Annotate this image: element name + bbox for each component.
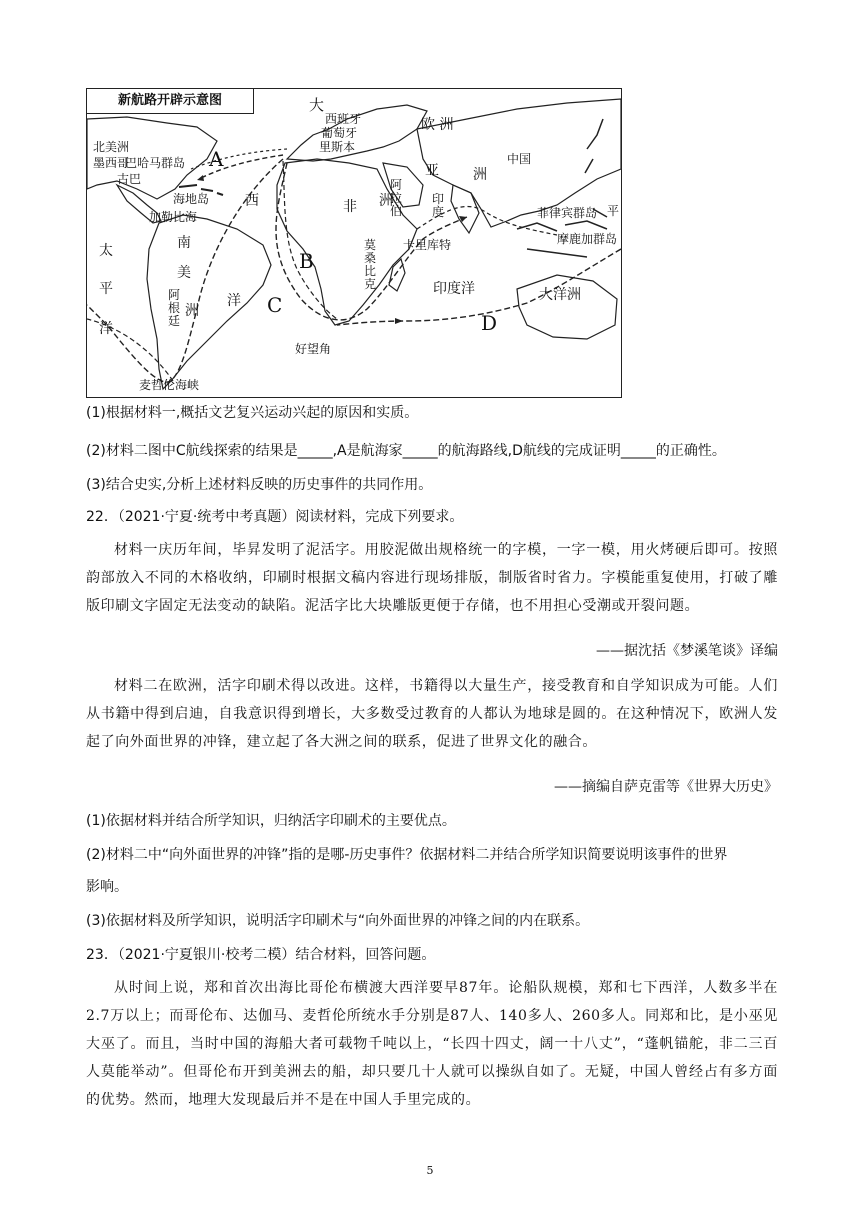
map-title: 新航路开辟示意图 <box>87 89 254 114</box>
map-label-asia-ya: 亚 <box>425 163 439 179</box>
map-label-zhou-asia: 洲 <box>473 167 487 183</box>
question-22-material-1: 材料一庆历年间，毕昇发明了泥活字。用胶泥做出规格统一的字模，一字一模，用火烤硬后即可。按照韵部放入不同的木格收纳，印刷时根据文稿内容进行现场排版，制版省时省力。字模能重复使用，打破了雕版印刷文字固定无法变动的缺陷。泥活字比大块雕版更便于存储，也不用担心受潮或开裂问题。 <box>86 542 778 614</box>
map-label-portugal: 葡萄牙 <box>321 126 358 140</box>
question-22-1: (1)依据材料并结合所学知识，归纳活字印刷术的主要优点。 <box>86 813 456 829</box>
map-label-arabia: 阿拉伯 <box>389 178 402 218</box>
map-label-north-america: 北美洲 <box>93 140 130 154</box>
question-22-material-2: 材料二在欧洲，活字印刷术得以改进。这样，书籍得以大量生产，接受教育和自学知识成为可能。人们从书籍中得到启迪，自我意识得到增长，大多数受过教育的人都认为地球是圆的。在这种情况下，欧洲人发起了向外面世界的冲锋，建立起了各大洲之间的联系，促进了世界文化的融合。 <box>86 678 778 750</box>
question-22-source-1: ——据沈括《梦溪笔谈》译编 <box>596 643 778 659</box>
map-label-india: 印度 <box>431 192 444 219</box>
map-label-atlantic-da: 大 <box>309 96 325 114</box>
map-label-zhou-africa: 洲 <box>379 193 393 209</box>
map-label-nan: 南 <box>177 235 191 251</box>
map-label-lisbon: 里斯本 <box>319 140 356 154</box>
question-21-2: (2)材料二图中C航线探索的结果是_____,A是航海家_____的航海路线,D航线的完成证明_____的正确性。 <box>86 443 726 459</box>
map-label-indian-ocean: 印度洋 <box>433 281 475 297</box>
map-label-china: 中国 <box>507 152 532 166</box>
japan-shape <box>585 119 603 173</box>
map-label-route-c: C <box>267 293 283 317</box>
route-arrow <box>197 175 204 181</box>
map-label-zhou-sa: 洲 <box>185 303 199 319</box>
map-label-philippines: 菲律宾群岛 <box>537 206 598 220</box>
map-label-cuba: 古巴 <box>117 172 142 186</box>
australia-shape <box>517 275 617 339</box>
question-22-source-2: ——摘编自萨克雷等《世界大历史》 <box>554 779 778 795</box>
map-label-mei: 美 <box>177 265 191 281</box>
map-label-good-hope: 好望角 <box>295 342 332 356</box>
map-label-xi: 西 <box>245 193 259 209</box>
map-label-ping-right: 平 <box>607 204 620 218</box>
map-label-fei: 非 <box>343 199 357 215</box>
question-21-3: (3)结合史实,分析上述材料反映的历史事件的共同作用。 <box>86 477 433 493</box>
question-22-3: (3)依据材料及所学知识，说明活字印刷术与“向外面世界的冲锋之间的内在联系。 <box>86 913 590 929</box>
map-label-yang-pacific: 洋 <box>99 321 113 337</box>
question-23-heading: 23．（2021·宁夏银川·校考二模）结合材料，回答问题。 <box>86 947 436 963</box>
map-label-mexico: 墨西哥 <box>93 156 130 170</box>
question-22-2-continued: 影响。 <box>86 879 128 895</box>
map-label-spain: 西班牙 <box>325 112 362 126</box>
page-number: 5 <box>426 1164 434 1177</box>
question-23-material: 从时间上说，郑和首次出海比哥伦布横渡大西洋要早87年。论船队规模，郑和七下西洋，人数多半在2.7万以上；而哥伦布、达伽马、麦哲伦所统水手分别是87人、140多人、260多人。同郑和比，是小巫见大巫了。而且，当时中国的海船大者可载物千吨以上，“长四十四丈，阔一十八丈”，“蓬帆锚舵，非二三百人莫能举动”。但哥伦布开到美洲去的船，却只要几十人就可以操纵自如了。无疑，中国人曾经占有多方面的优势。然而，地理大发现最后并不是在中国人手里完成的。 <box>86 980 778 1108</box>
map-label-yang-atlantic: 洋 <box>227 293 241 309</box>
new-sea-routes-map <box>86 88 622 398</box>
question-22-heading: 22．（2021·宁夏·统考中考真题）阅读材料，完成下列要求。 <box>86 509 464 525</box>
route-a-return <box>191 149 287 169</box>
map-label-mozambique: 莫桑比克 <box>363 238 376 291</box>
map-label-moluccas: 摩鹿加群岛 <box>557 232 618 246</box>
map-label-caribbean: 加勒比海 <box>149 210 198 224</box>
map-label-europe: 欧 洲 <box>421 117 454 133</box>
route-b-line <box>283 161 337 319</box>
question-22-2: (2)材料二中“向外面世界的冲锋”指的是哪-历史事件？依据材料二并结合所学知识简要说明该事件的世界 <box>86 847 728 863</box>
map-label-ping: 平 <box>99 281 113 297</box>
map-label-tai: 太 <box>99 243 113 259</box>
map-label-calicut: 卡里库特 <box>403 238 452 252</box>
map-label-haiti: 海地岛 <box>173 192 210 206</box>
map-label-oceania: 大洋洲 <box>539 287 581 303</box>
question-21-1: (1)根据材料一,概括文艺复兴运动兴起的原因和实质。 <box>86 405 419 421</box>
map-label-argentina: 阿根廷 <box>167 288 180 328</box>
map-label-route-d: D <box>481 311 498 335</box>
south-america-shape <box>147 215 271 389</box>
map-label-magellan: 麦哲伦海峡 <box>139 378 200 392</box>
route-arrow <box>395 318 403 324</box>
map-label-route-a: A <box>209 147 224 171</box>
map-label-route-b: B <box>299 249 314 273</box>
map-label-bahamas: 巴哈马群岛 <box>125 156 186 170</box>
